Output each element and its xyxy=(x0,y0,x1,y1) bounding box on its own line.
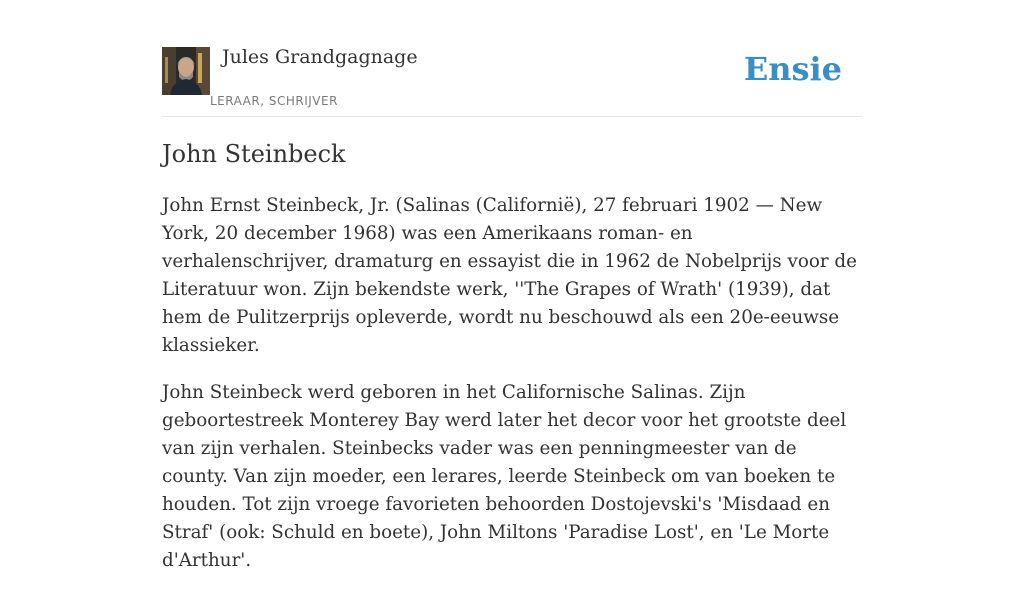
author-name[interactable]: Jules Grandgagnage xyxy=(222,46,418,68)
article-title: John Steinbeck xyxy=(162,140,346,168)
article-paragraph: John Steinbeck werd geboren in het Californische Salinas. Zijn geboortestreek Monterey Bay werd later het decor voor het grootste deel van zijn verhalen. Steinbecks vader was een penningmeester van de county. Van zijn moeder, een lerares, leerde Steinbeck om van boeken te houden. Tot zijn vroege favorieten behoorden Dostojevski's 'Misdaad en Straf' (ook: Schuld en boete), John Miltons 'Paradise Lost', en 'Le Morte d'Arthur'. xyxy=(162,382,847,571)
brand-logo[interactable]: Ensie xyxy=(743,50,842,88)
author-role: LERAAR, SCHRIJVER xyxy=(210,94,338,108)
article xyxy=(162,136,862,594)
author-header xyxy=(162,44,862,117)
author-avatar[interactable] xyxy=(162,47,210,95)
article-paragraph: John Ernst Steinbeck, Jr. (Salinas (Californië), 27 februari 1902 — New York, 20 december 1968) was een Amerikaans roman- en verhalenschrijver, dramaturg en essayist die in 1962 de Nobelprijs voor de Literatuur won. Zijn bekendste werk, ''The Grapes of Wrath' (1939), dat hem de Pulitzerprijs opleverde, wordt nu beschouwd als een 20e-eeuwse klassieker. xyxy=(162,195,857,356)
avatar-photo-icon xyxy=(162,47,210,95)
